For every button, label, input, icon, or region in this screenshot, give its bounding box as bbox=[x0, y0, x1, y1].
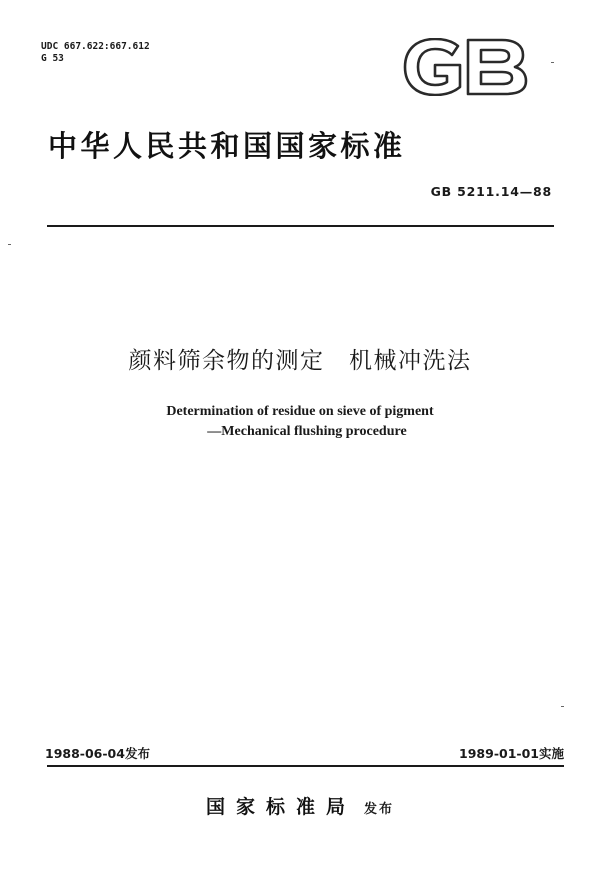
standard-number: GB 5211.14—88 bbox=[430, 184, 552, 199]
scan-speck bbox=[561, 706, 564, 707]
english-title-line-2: —Mechanical flushing procedure bbox=[207, 424, 407, 439]
issuer-line bbox=[0, 792, 600, 819]
implementation-date: 1989-01-01实施 bbox=[459, 746, 564, 761]
document-title-chinese: 颜料筛余物的测定 机械冲洗法 bbox=[128, 348, 472, 374]
english-title-line-1: Determination of residue on sieve of pigment bbox=[166, 404, 434, 419]
footer-divider bbox=[47, 765, 564, 767]
issuer-name: 国家标准局 bbox=[205, 796, 356, 818]
issuer-action: 发布 bbox=[364, 802, 395, 817]
category-code: G 53 bbox=[41, 53, 64, 64]
udc-code: UDC 667.622:667.612 bbox=[41, 41, 150, 52]
header-divider bbox=[47, 225, 554, 227]
issue-date: 1988-06-04发布 bbox=[45, 746, 150, 761]
scan-speck bbox=[551, 62, 554, 63]
scan-speck bbox=[8, 244, 11, 245]
classification-block bbox=[41, 41, 150, 65]
gb-standard-logo-icon bbox=[402, 38, 530, 96]
national-standard-heading: 中华人民共和国国家标准 bbox=[48, 129, 406, 163]
document-title-english bbox=[0, 402, 600, 442]
